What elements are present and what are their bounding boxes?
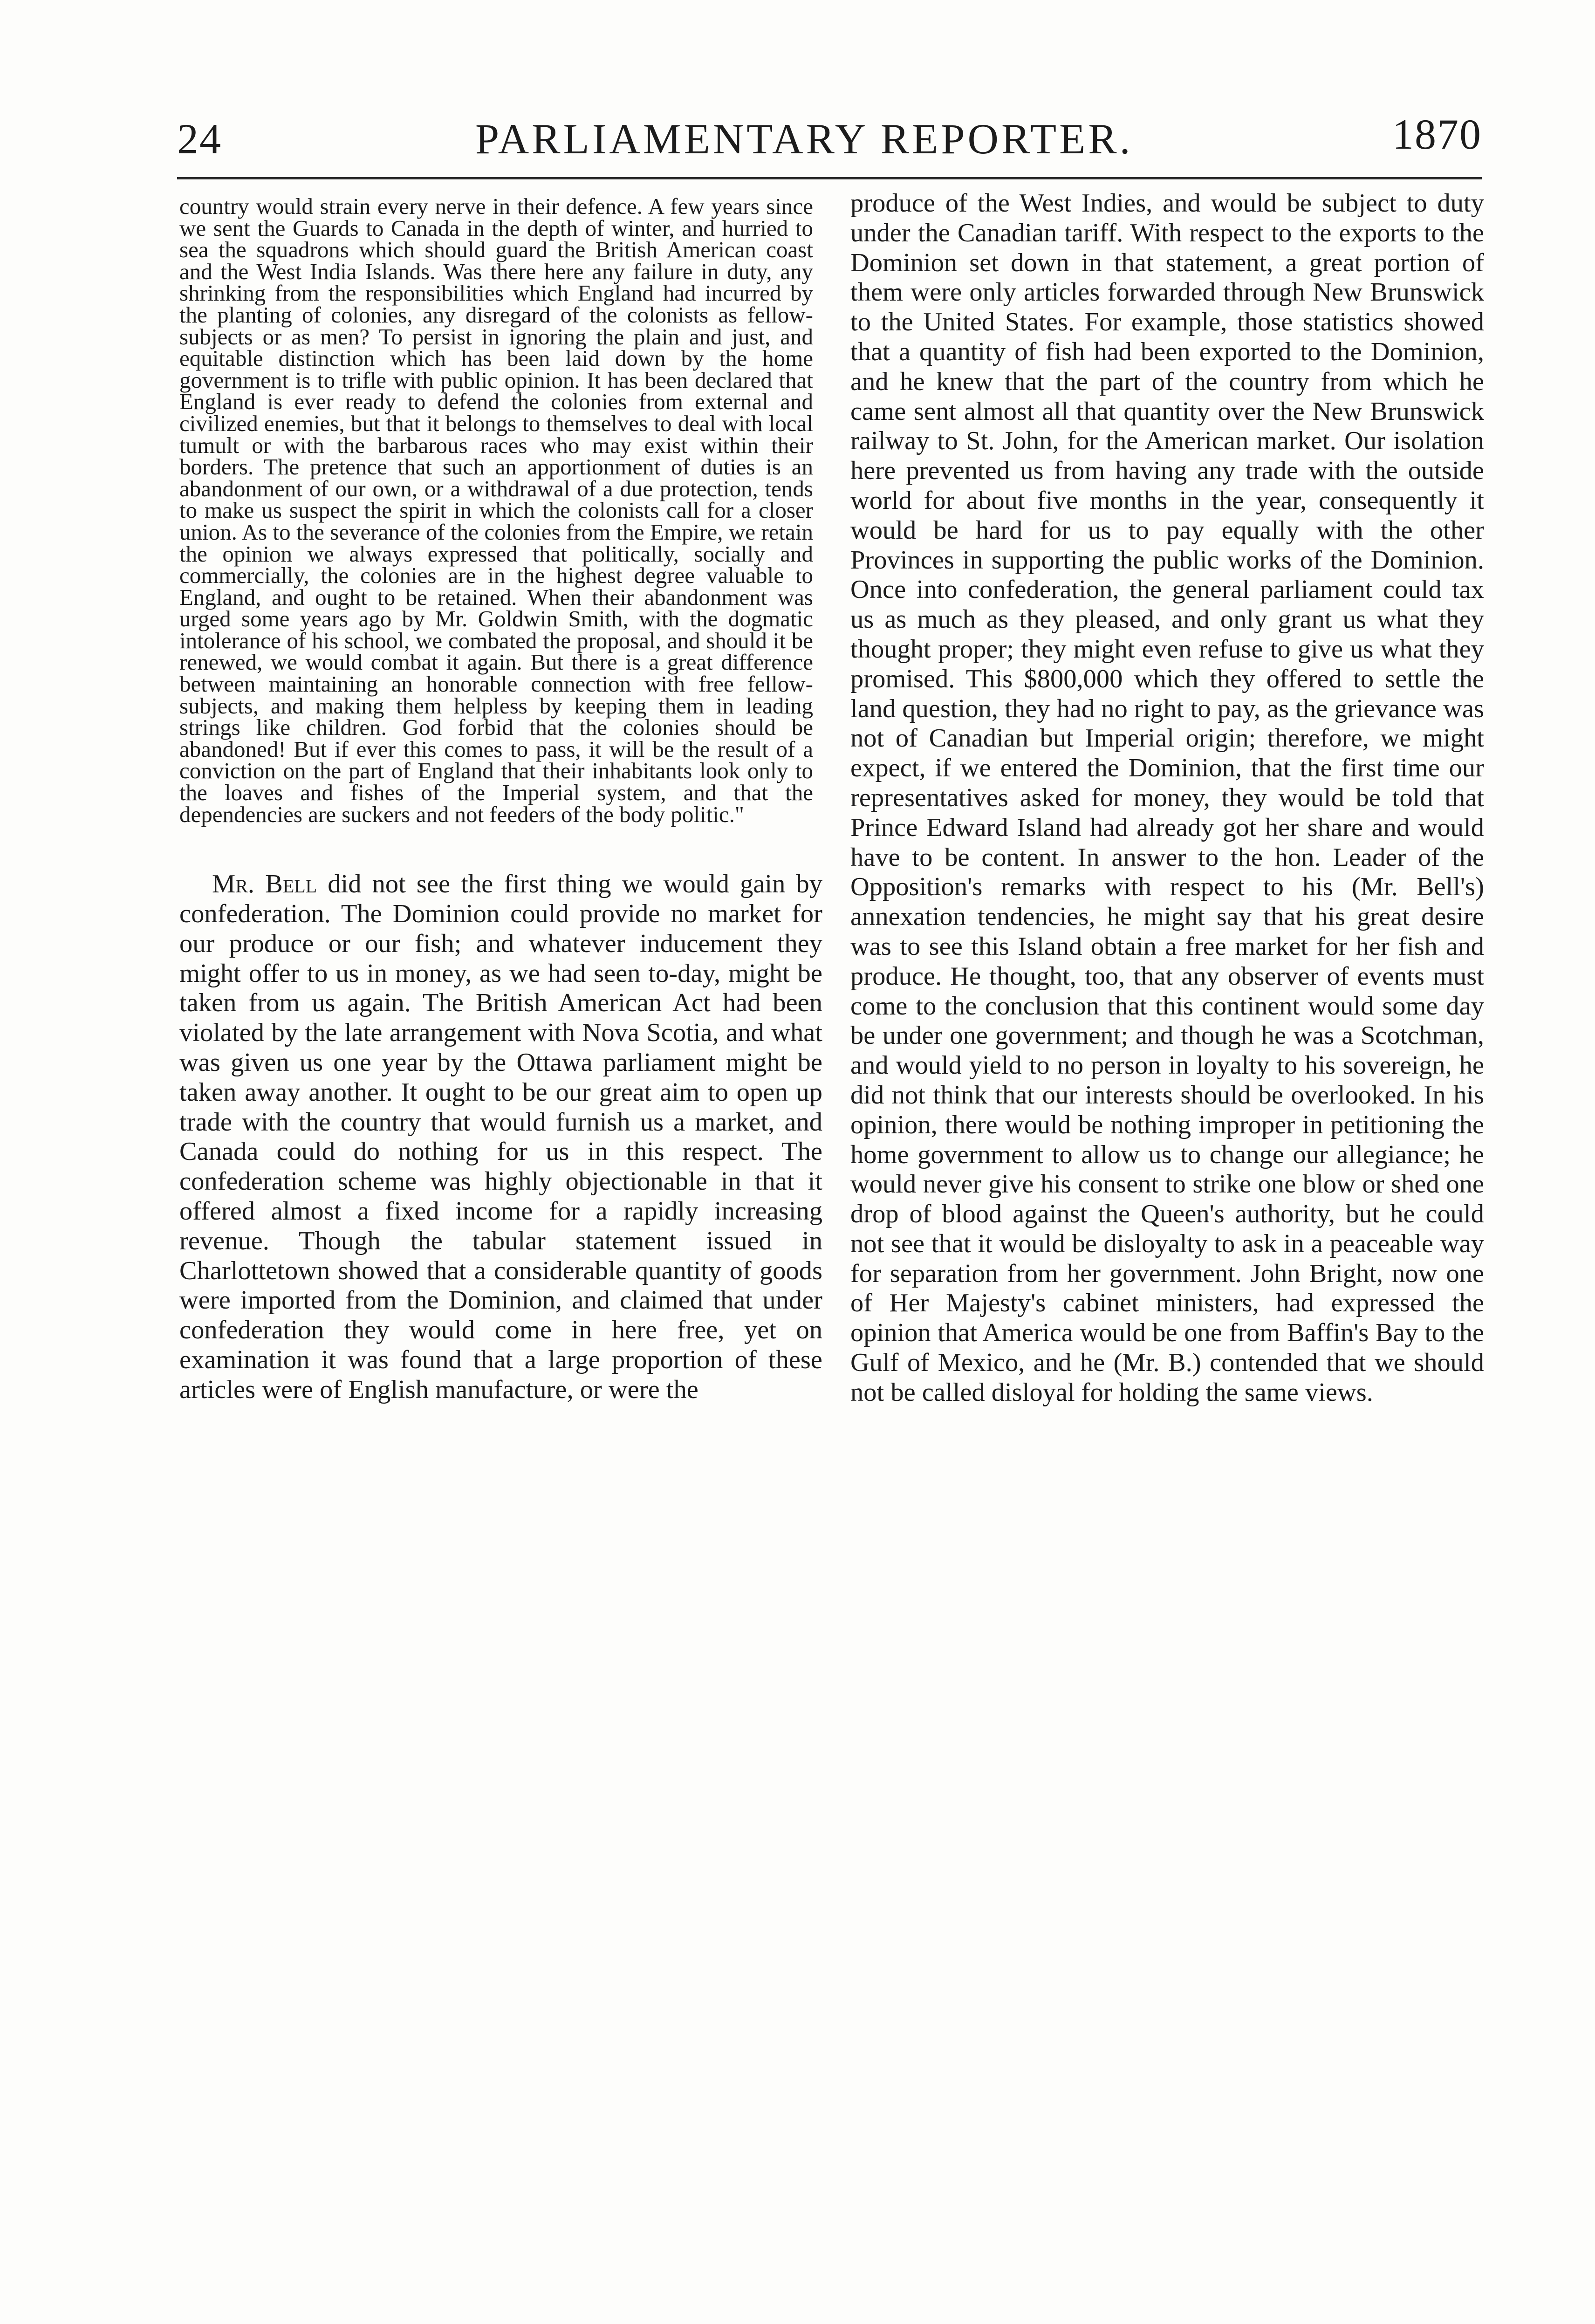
speech-text: did not see the first thing we would gain by confederation. The Dominion could provide no market for our produce or our fish; and whatever inducement they might offer to us in money, as we had seen to-day, might be taken from us again. The British American Act had been violated by the late arrangement with Nova Scotia, and what was given us one year by the Ottawa parliament might be taken away another. It ought to be our great aim to open up trade with the country that would furnish us a market, and Canada could do nothing for us in this respect. The confederation scheme was highly objectionable in that it offered almost a fixed income for a rapidly increasing revenue. Though the tabular statement issued in Charlottetown showed that a considerable quantity of goods were imported from the Dominion, and claimed that under confederation they would come in here free, yet on examination it was found that a large proportion of these articles were of English manufacture, or were the — [179, 870, 823, 1404]
speech-paragraph — [179, 870, 822, 1405]
page-number: 24 — [177, 115, 222, 163]
quoted-passage: country would strain every nerve in their defence. A few years since we sent the Guards to Canada in the depth of winter, and hurried to sea the squadrons which should guard the British American coast and the West India Islands. Was there here any failure in duty, any shrinking from the responsibilities which England had incurred by the planting of colonies, any disregard of the colonists as fellow-subjects or as men? To persist in ignoring the plain and just, and equitable distinction which has been laid down by the home government is to trifle with public opinion. It has been declared that England is ever ready to defend the colonies from external and civilized enemies, but that it belongs to themselves to deal with local tumult or with the barbarous races who may exist within their borders. The pretence that such an apportionment of duties is an abandonment of our own, or a withdrawal of a due protection, tends to make us suspect the spirit in which the colonists call for a closer union. As to the severance of the colonies from the Empire, we retain the opinion we always expressed that politically, socially and commercially, the colonies are in the highest degree valuable to England, and ought to be retained. When their abandonment was urged some years ago by Mr. Goldwin Smith, with the dogmatic intolerance of his school, we combated the proposal, and should it be renewed, we would combat it again. But there is a great difference between maintaining an honorable connection with free fellow-subjects, and making them helpless by keeping them in leading strings like children. God forbid that the colonies should be abandoned! But if ever this comes to pass, it will be the result of a conviction on the part of England that their inhabitants look only to the loaves and fishes of the Imperial system, and that the dependencies are suckers and not feeders of the body politic." — [179, 193, 813, 827]
header-rule — [177, 177, 1482, 179]
right-column — [850, 189, 1484, 1408]
speech-continuation: produce of the West Indies, and would be subject to duty under the Canadian tariff. With respect to the exports to the Dominion set down in that statement, a great portion of them were only articles forwarded through New Brunswick to the United States. For example, those statistics showed that a quantity of fish had been exported to the Dominion, and he knew that the part of the country from which he came sent almost all that quantity over the New Brunswick railway to St. John, for the American market. Our isolation here prevented us from having any trade with the outside world for about five months in the year, consequently it would be hard for us to pay equally with the other Provinces in supporting the public works of the Dominion. Once into confederation, the general parliament could tax us as much as they pleased, and only grant us what they thought proper; they might even refuse to give us what they promised. This $800,000 which they offered to settle the land question, they had no right to pay, as the grievance was not of Canadian but Imperial origin; therefore, we might expect, if we entered the Dominion, that the first time our representatives asked for money, they would be told that Prince Edward Island had already got her share and would have to be content. In answer to the hon. Leader of the Opposition's remarks with respect to his (Mr. Bell's) annexation tendencies, he might say that his great desire was to see this Island obtain a free market for her fish and produce. He thought, too, that any observer of events must come to the conclusion that this continent would some day be under one government; and though he was a Scotchman, and would yield to no person in loyalty to his sovereign, he did not think that our interests should be overlooked. In his opinion, there would be nothing improper in petitioning the home government to allow us to change our allegiance; he would never give his consent to strike one blow or shed one drop of blood against the Queen's authority, but he could not see that it would be disloyalty to ask in a peaceable way for separation from her government. John Bright, now one of Her Majesty's cabinet ministers, had expressed the opinion that America would be one from Baffin's Bay to the Gulf of Mexico, and he (Mr. B.) contended that we should not be called disloyal for holding the same views. — [850, 189, 1484, 1407]
publication-year: 1870 — [1392, 110, 1482, 158]
speaker-name: Mr. Bell — [212, 870, 317, 899]
page-header — [177, 105, 1482, 175]
left-column — [179, 193, 823, 1405]
running-title: PARLIAMENTARY REPORTER. — [475, 115, 1133, 163]
